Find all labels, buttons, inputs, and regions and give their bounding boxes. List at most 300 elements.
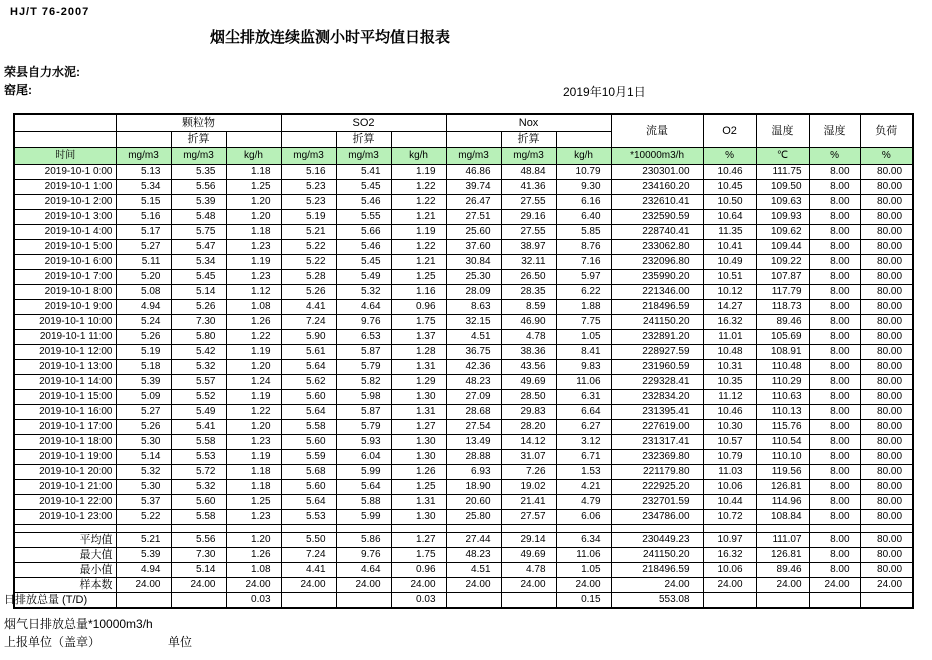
summary-value-cell: [703, 592, 756, 608]
value-cell: 11.12: [703, 389, 756, 404]
summary-value-cell: 5.86: [336, 532, 391, 547]
value-cell: 5.53: [171, 449, 226, 464]
time-header: 时间: [14, 147, 116, 164]
value-cell: 80.00: [860, 449, 913, 464]
value-cell: 21.41: [501, 494, 556, 509]
value-cell: 1.25: [226, 179, 281, 194]
value-cell: 80.00: [860, 419, 913, 434]
value-cell: 5.39: [171, 194, 226, 209]
summary-label: 平均值: [14, 532, 116, 547]
value-cell: 6.64: [556, 404, 611, 419]
value-cell: 8.76: [556, 239, 611, 254]
corner-cell: [14, 114, 116, 131]
value-cell: 1.30: [391, 509, 446, 524]
summary-value-cell: 24.00: [446, 577, 501, 592]
value-cell: 5.09: [116, 389, 171, 404]
value-cell: 5.98: [336, 389, 391, 404]
time-cell: 2019-10-1 6:00: [14, 254, 116, 269]
summary-value-cell: 80.00: [860, 532, 913, 547]
empty-cell: [171, 524, 226, 532]
value-cell: 109.50: [756, 179, 809, 194]
value-cell: 5.64: [281, 359, 336, 374]
value-cell: 1.23: [226, 239, 281, 254]
summary-value-cell: 230449.23: [611, 532, 703, 547]
summary-value-cell: 7.24: [281, 547, 336, 562]
value-cell: 29.83: [501, 404, 556, 419]
summary-value-cell: 8.00: [809, 532, 860, 547]
value-cell: 1.19: [226, 254, 281, 269]
value-cell: 5.60: [281, 479, 336, 494]
value-cell: 110.63: [756, 389, 809, 404]
value-cell: 5.34: [171, 254, 226, 269]
value-cell: 6.93: [446, 464, 501, 479]
table-row: [14, 464, 913, 479]
value-cell: 1.21: [391, 254, 446, 269]
summary-value-cell: 89.46: [756, 562, 809, 577]
value-cell: 38.36: [501, 344, 556, 359]
value-cell: 1.22: [391, 239, 446, 254]
value-cell: 5.30: [116, 479, 171, 494]
value-cell: 8.00: [809, 179, 860, 194]
summary-value-cell: 0.03: [391, 592, 446, 608]
table-row: [14, 404, 913, 419]
value-cell: 233062.80: [611, 239, 703, 254]
value-cell: 28.09: [446, 284, 501, 299]
value-cell: 27.55: [501, 224, 556, 239]
value-cell: 8.63: [446, 299, 501, 314]
value-cell: 221346.00: [611, 284, 703, 299]
table-row: [14, 509, 913, 524]
col-group-nox: Nox: [446, 114, 611, 131]
converted-label-so2: 折算: [336, 131, 391, 147]
value-cell: 5.99: [336, 509, 391, 524]
value-cell: 232369.80: [611, 449, 703, 464]
value-cell: 231960.59: [611, 359, 703, 374]
value-cell: 5.60: [281, 434, 336, 449]
empty-header-cell: [226, 131, 281, 147]
summary-row: [14, 532, 913, 547]
value-cell: 1.20: [226, 209, 281, 224]
value-cell: 234786.00: [611, 509, 703, 524]
value-cell: 4.79: [556, 494, 611, 509]
value-cell: 4.21: [556, 479, 611, 494]
value-cell: 26.47: [446, 194, 501, 209]
summary-value-cell: 111.07: [756, 532, 809, 547]
value-cell: 80.00: [860, 239, 913, 254]
value-cell: 109.44: [756, 239, 809, 254]
summary-value-cell: 16.32: [703, 547, 756, 562]
value-cell: 1.22: [226, 329, 281, 344]
value-cell: 6.16: [556, 194, 611, 209]
value-cell: 1.25: [226, 494, 281, 509]
value-cell: 5.82: [336, 374, 391, 389]
value-cell: 1.19: [226, 449, 281, 464]
value-cell: 5.64: [281, 404, 336, 419]
value-cell: 10.46: [703, 404, 756, 419]
value-cell: 232891.20: [611, 329, 703, 344]
value-cell: 110.29: [756, 374, 809, 389]
value-cell: 8.00: [809, 239, 860, 254]
value-cell: 1.75: [391, 314, 446, 329]
value-cell: 6.31: [556, 389, 611, 404]
value-cell: 218496.59: [611, 299, 703, 314]
unit-cell: *10000m3/h: [611, 147, 703, 164]
value-cell: 8.59: [501, 299, 556, 314]
value-cell: 1.26: [226, 314, 281, 329]
value-cell: 1.25: [391, 269, 446, 284]
value-cell: 11.01: [703, 329, 756, 344]
value-cell: 1.05: [556, 329, 611, 344]
value-cell: 1.18: [226, 224, 281, 239]
value-cell: 108.84: [756, 509, 809, 524]
empty-cell: [116, 524, 171, 532]
value-cell: 5.47: [171, 239, 226, 254]
summary-value-cell: 4.51: [446, 562, 501, 577]
value-cell: 1.26: [391, 464, 446, 479]
time-cell: 2019-10-1 5:00: [14, 239, 116, 254]
value-cell: 27.57: [501, 509, 556, 524]
value-cell: 5.97: [556, 269, 611, 284]
summary-value-cell: 24.00: [226, 577, 281, 592]
summary-value-cell: [336, 592, 391, 608]
value-cell: 5.24: [116, 314, 171, 329]
value-cell: 10.31: [703, 359, 756, 374]
value-cell: 5.28: [281, 269, 336, 284]
value-cell: 10.48: [703, 344, 756, 359]
table-row: [14, 209, 913, 224]
time-cell: 2019-10-1 19:00: [14, 449, 116, 464]
value-cell: 231395.41: [611, 404, 703, 419]
value-cell: 80.00: [860, 374, 913, 389]
value-cell: 5.32: [336, 284, 391, 299]
value-cell: 110.48: [756, 359, 809, 374]
value-cell: 10.72: [703, 509, 756, 524]
value-cell: 1.19: [391, 224, 446, 239]
unit-cell: mg/m3: [116, 147, 171, 164]
summary-value-cell: 4.64: [336, 562, 391, 577]
summary-row: [14, 547, 913, 562]
value-cell: 5.16: [281, 164, 336, 179]
summary-label: 最大值: [14, 547, 116, 562]
value-cell: 4.64: [336, 299, 391, 314]
value-cell: 28.50: [501, 389, 556, 404]
summary-row: [14, 562, 913, 577]
value-cell: 10.45: [703, 179, 756, 194]
value-cell: 5.20: [116, 269, 171, 284]
value-cell: 228927.59: [611, 344, 703, 359]
value-cell: 1.22: [391, 179, 446, 194]
summary-value-cell: 218496.59: [611, 562, 703, 577]
value-cell: 8.00: [809, 254, 860, 269]
value-cell: 80.00: [860, 464, 913, 479]
value-cell: 28.88: [446, 449, 501, 464]
value-cell: 5.62: [281, 374, 336, 389]
value-cell: 11.35: [703, 224, 756, 239]
summary-value-cell: 80.00: [860, 547, 913, 562]
value-cell: 110.54: [756, 434, 809, 449]
time-cell: 2019-10-1 18:00: [14, 434, 116, 449]
value-cell: 37.60: [446, 239, 501, 254]
table-row: [14, 224, 913, 239]
empty-cell: [14, 524, 116, 532]
value-cell: 6.22: [556, 284, 611, 299]
table-row: [14, 329, 913, 344]
value-cell: 42.36: [446, 359, 501, 374]
summary-value-cell: [501, 592, 556, 608]
summary-value-cell: [809, 592, 860, 608]
summary-value-cell: [860, 592, 913, 608]
value-cell: 5.15: [116, 194, 171, 209]
value-cell: 5.58: [171, 434, 226, 449]
time-cell: 2019-10-1 20:00: [14, 464, 116, 479]
value-cell: 235990.20: [611, 269, 703, 284]
value-cell: 5.23: [281, 194, 336, 209]
value-cell: 3.12: [556, 434, 611, 449]
value-cell: 109.22: [756, 254, 809, 269]
summary-value-cell: 8.00: [809, 562, 860, 577]
value-cell: 5.46: [336, 194, 391, 209]
value-cell: 8.00: [809, 314, 860, 329]
value-cell: 5.22: [281, 254, 336, 269]
table-row: [14, 479, 913, 494]
value-cell: 7.16: [556, 254, 611, 269]
value-cell: 80.00: [860, 434, 913, 449]
value-cell: 11.06: [556, 374, 611, 389]
value-cell: 19.02: [501, 479, 556, 494]
value-cell: 13.49: [446, 434, 501, 449]
summary-row: [14, 577, 913, 592]
separator-row: [14, 524, 913, 532]
value-cell: 14.12: [501, 434, 556, 449]
reporting-unit-label: 上报单位（盖章）: [4, 635, 101, 649]
corner-cell: [14, 131, 116, 147]
value-cell: 232701.59: [611, 494, 703, 509]
summary-value-cell: 24.00: [116, 577, 171, 592]
value-cell: 7.30: [171, 314, 226, 329]
col-humidity: 湿度: [809, 114, 860, 147]
value-cell: 8.00: [809, 359, 860, 374]
value-cell: 10.41: [703, 239, 756, 254]
col-flow: 流量: [611, 114, 703, 147]
time-cell: 2019-10-1 23:00: [14, 509, 116, 524]
summary-value-cell: 24.00: [501, 577, 556, 592]
value-cell: 8.00: [809, 299, 860, 314]
value-cell: 5.57: [171, 374, 226, 389]
time-cell: 2019-10-1 14:00: [14, 374, 116, 389]
table-row: [14, 239, 913, 254]
value-cell: 110.13: [756, 404, 809, 419]
value-cell: 5.45: [336, 254, 391, 269]
col-load: 负荷: [860, 114, 913, 147]
value-cell: 5.99: [336, 464, 391, 479]
report-title: 烟尘排放连续监测小时平均值日报表: [209, 29, 450, 46]
value-cell: 5.61: [281, 344, 336, 359]
value-cell: 16.32: [703, 314, 756, 329]
summary-value-cell: 0.03: [226, 592, 281, 608]
summary-value-cell: 5.39: [116, 547, 171, 562]
value-cell: 5.56: [171, 179, 226, 194]
value-cell: 5.79: [336, 359, 391, 374]
value-cell: 1.31: [391, 359, 446, 374]
value-cell: 1.27: [391, 419, 446, 434]
value-cell: 80.00: [860, 389, 913, 404]
value-cell: 222925.20: [611, 479, 703, 494]
empty-header-cell: [281, 131, 336, 147]
time-cell: 2019-10-1 16:00: [14, 404, 116, 419]
unit-cell: %: [703, 147, 756, 164]
value-cell: 18.90: [446, 479, 501, 494]
value-cell: 10.30: [703, 419, 756, 434]
value-cell: 5.55: [336, 209, 391, 224]
value-cell: 5.79: [336, 419, 391, 434]
value-cell: 1.20: [226, 359, 281, 374]
value-cell: 5.60: [281, 389, 336, 404]
table-row: [14, 299, 913, 314]
value-cell: 28.35: [501, 284, 556, 299]
table-row: [14, 389, 913, 404]
summary-value-cell: 1.08: [226, 562, 281, 577]
value-cell: 27.54: [446, 419, 501, 434]
value-cell: 8.00: [809, 374, 860, 389]
summary-value-cell: 5.14: [171, 562, 226, 577]
value-cell: 80.00: [860, 194, 913, 209]
table-row: [14, 494, 913, 509]
value-cell: 80.00: [860, 254, 913, 269]
summary-value-cell: [446, 592, 501, 608]
value-cell: 36.75: [446, 344, 501, 359]
summary-value-cell: 24.00: [281, 577, 336, 592]
value-cell: 43.56: [501, 359, 556, 374]
flue-gas-total-note: 烟气日排放总量*10000m3/h: [4, 617, 153, 631]
value-cell: 5.26: [116, 329, 171, 344]
value-cell: 5.72: [171, 464, 226, 479]
summary-value-cell: 241150.20: [611, 547, 703, 562]
value-cell: 7.24: [281, 314, 336, 329]
value-cell: 27.51: [446, 209, 501, 224]
value-cell: 29.16: [501, 209, 556, 224]
summary-label: 最小值: [14, 562, 116, 577]
value-cell: 8.00: [809, 269, 860, 284]
summary-label: 样本数: [14, 577, 116, 592]
summary-value-cell: 24.00: [860, 577, 913, 592]
value-cell: 5.11: [116, 254, 171, 269]
value-cell: 5.37: [116, 494, 171, 509]
value-cell: 46.90: [501, 314, 556, 329]
time-cell: 2019-10-1 4:00: [14, 224, 116, 239]
value-cell: 6.04: [336, 449, 391, 464]
value-cell: 30.84: [446, 254, 501, 269]
value-cell: 109.62: [756, 224, 809, 239]
converted-label-pm: 折算: [171, 131, 226, 147]
empty-cell: [391, 524, 446, 532]
empty-header-cell: [556, 131, 611, 147]
value-cell: 5.64: [281, 494, 336, 509]
value-cell: 41.36: [501, 179, 556, 194]
value-cell: 9.76: [336, 314, 391, 329]
company-name: 荣县自力水泥:: [4, 65, 80, 79]
standard-code: HJ/T 76-2007: [10, 6, 90, 18]
value-cell: 10.79: [556, 164, 611, 179]
summary-value-cell: 24.00: [611, 577, 703, 592]
summary-value-cell: 553.08: [611, 592, 703, 608]
value-cell: 5.53: [281, 509, 336, 524]
summary-value-cell: 10.06: [703, 562, 756, 577]
summary-value-cell: 6.34: [556, 532, 611, 547]
summary-value-cell: 5.56: [171, 532, 226, 547]
value-cell: 5.23: [281, 179, 336, 194]
summary-value-cell: 0.15: [556, 592, 611, 608]
value-cell: 5.90: [281, 329, 336, 344]
empty-cell: [281, 524, 336, 532]
value-cell: 1.30: [391, 389, 446, 404]
value-cell: 10.46: [703, 164, 756, 179]
summary-value-cell: 1.75: [391, 547, 446, 562]
value-cell: 5.75: [171, 224, 226, 239]
value-cell: 8.00: [809, 329, 860, 344]
empty-header-cell: [446, 131, 501, 147]
table-body: [4, 164, 913, 608]
value-cell: 1.18: [226, 479, 281, 494]
value-cell: 80.00: [860, 284, 913, 299]
value-cell: 5.42: [171, 344, 226, 359]
value-cell: 5.32: [171, 479, 226, 494]
report-date: 2019年10月1日: [563, 85, 646, 99]
unit-cell: kg/h: [226, 147, 281, 164]
unit-cell: mg/m3: [281, 147, 336, 164]
value-cell: 25.60: [446, 224, 501, 239]
value-cell: 8.00: [809, 209, 860, 224]
value-cell: 0.96: [391, 299, 446, 314]
summary-value-cell: 0.96: [391, 562, 446, 577]
value-cell: 5.19: [116, 344, 171, 359]
summary-value-cell: [116, 592, 171, 608]
summary-value-cell: 126.81: [756, 547, 809, 562]
value-cell: 109.63: [756, 194, 809, 209]
value-cell: 5.49: [171, 404, 226, 419]
value-cell: 32.11: [501, 254, 556, 269]
value-cell: 5.41: [171, 419, 226, 434]
value-cell: 38.97: [501, 239, 556, 254]
value-cell: 5.21: [281, 224, 336, 239]
unit-cell: mg/m3: [171, 147, 226, 164]
value-cell: 28.68: [446, 404, 501, 419]
time-cell: 2019-10-1 2:00: [14, 194, 116, 209]
time-cell: 2019-10-1 1:00: [14, 179, 116, 194]
value-cell: 227619.00: [611, 419, 703, 434]
col-o2: O2: [703, 114, 756, 147]
value-cell: 7.75: [556, 314, 611, 329]
value-cell: 5.35: [171, 164, 226, 179]
summary-value-cell: 48.23: [446, 547, 501, 562]
value-cell: 5.26: [116, 419, 171, 434]
time-cell: 2019-10-1 13:00: [14, 359, 116, 374]
value-cell: 230301.00: [611, 164, 703, 179]
value-cell: 8.00: [809, 194, 860, 209]
summary-value-cell: 4.78: [501, 562, 556, 577]
summary-value-cell: 49.69: [501, 547, 556, 562]
value-cell: 5.22: [281, 239, 336, 254]
summary-value-cell: 29.14: [501, 532, 556, 547]
value-cell: 4.78: [501, 329, 556, 344]
value-cell: 5.59: [281, 449, 336, 464]
summary-value-cell: 1.27: [391, 532, 446, 547]
value-cell: 232096.80: [611, 254, 703, 269]
value-cell: 1.18: [226, 464, 281, 479]
value-cell: 5.27: [116, 239, 171, 254]
value-cell: 110.10: [756, 449, 809, 464]
value-cell: 1.28: [391, 344, 446, 359]
value-cell: 1.19: [226, 389, 281, 404]
